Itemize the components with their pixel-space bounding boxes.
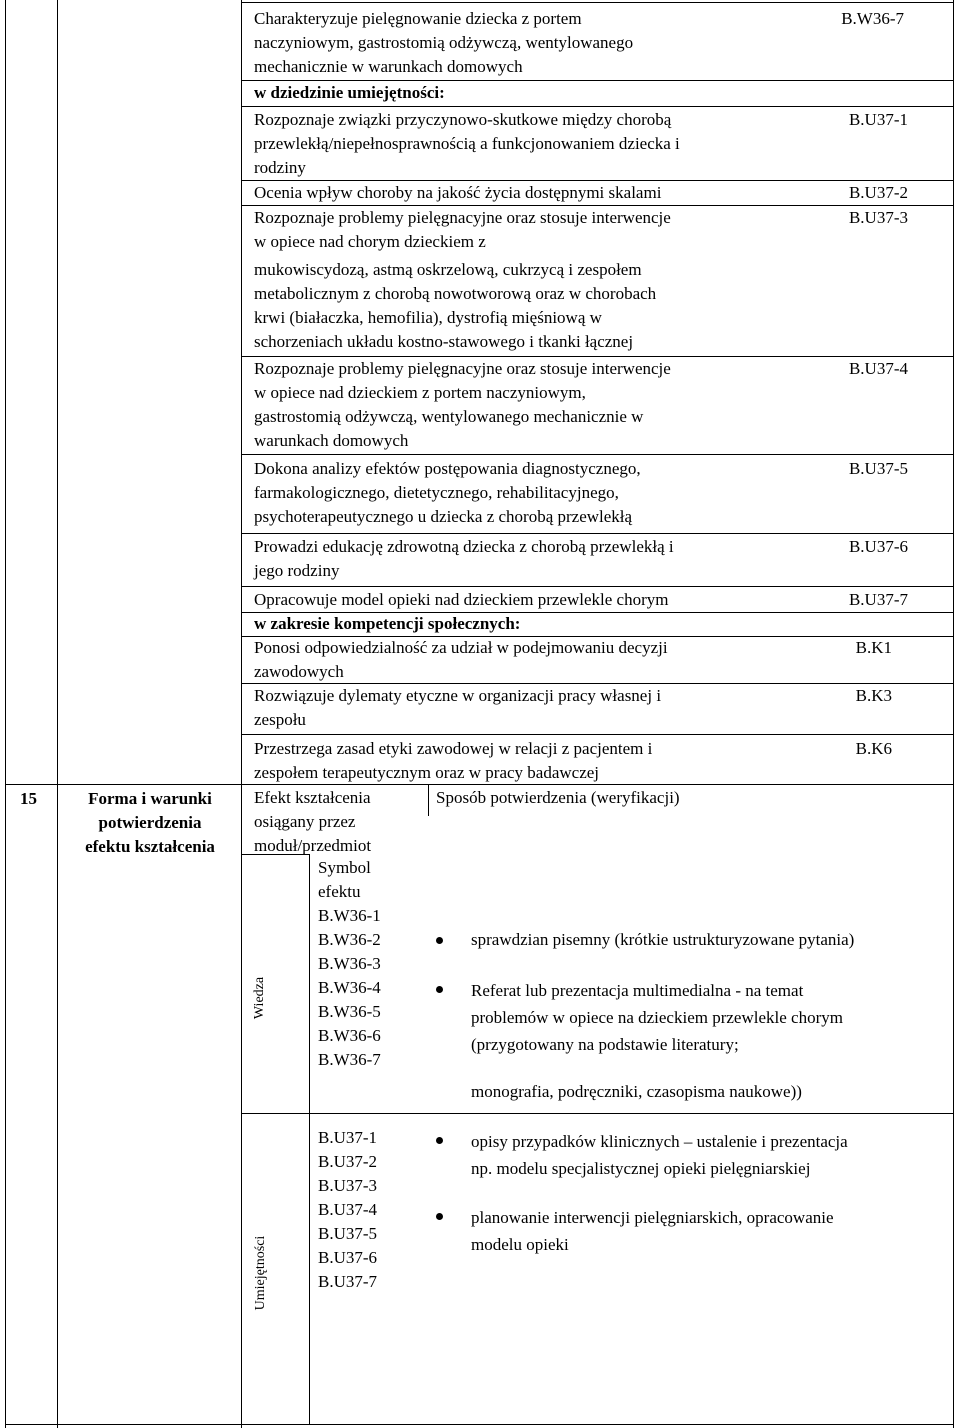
symbol-header: Symbol efektu <box>318 858 371 901</box>
row-text: Rozpoznaje związki przyczynowo-skutkowe między chorobą przewlekłą/niepełnosprawnością a funkcjonowaniem dziecka i rodziny <box>254 110 680 177</box>
effect-code: B.U37-1 <box>848 110 908 129</box>
effect-code: B.U37-5 <box>848 459 908 478</box>
effect-code: B.K6 <box>855 739 892 758</box>
row-line <box>241 533 954 534</box>
umiejetnosci-symbols: B.U37-1 B.U37-2 B.U37-3 B.U37-4 B.U37-5 B.U37-6 B.U37-7 <box>318 1128 378 1291</box>
table-border-left <box>5 0 6 1428</box>
row-text: mukowiscydozą, astmą oskrzelową, cukrzycą i zespołem metabolicznym z chorobą nowotworową oraz w chorobach krwi (białaczka, hemofilia), dystrofią mięśniową w schorzeniach układu kostno-stawowego i tkanki łącznej <box>254 260 657 351</box>
section-number: 15 <box>20 789 37 808</box>
row-text: Charakteryzuje pielęgnowanie dziecka z portem naczyniowym, gastrostomią odżywczą, wentylowanego mechanicznie w warunkach domowych <box>254 9 634 76</box>
section-heading: w dziedzinie umiejętności: <box>254 83 445 102</box>
umiejetnosci-label: Umiejętności <box>253 1235 268 1311</box>
wiedza-symbols: B.W36-1 B.W36-2 B.W36-3 B.W36-4 B.W36-5 B.W36-6 B.W36-7 <box>318 906 381 1069</box>
table-border-number-col <box>57 0 58 1428</box>
method-extra: monografia, podręczniki, czasopisma naukowe)) <box>471 1082 802 1101</box>
method-item: planowanie interwencji pielęgniarskich, opracowanie modelu opieki <box>471 1208 834 1254</box>
effect-code: B.U37-6 <box>848 537 908 556</box>
row-line <box>241 586 954 587</box>
row-text: Przestrzega zasad etyki zawodowej w relacji z pacjentem i zespołem terapeutycznym oraz w pracy badawczej <box>254 739 653 782</box>
row-line <box>241 2 954 3</box>
bullet-icon <box>436 1213 443 1220</box>
symbol-col-line <box>309 854 310 1424</box>
method-item: opisy przypadków klinicznych – ustalenie i prezentacja np. modelu specjalistycznej opieki pielęgniarskiej <box>471 1132 848 1178</box>
row-text: Dokona analizy efektów postępowania diagnostycznego, farmakologicznego, dietetycznego, rehabilitacyjnego, psychoterapeutycznego u dziecka z chorobą przewlekłą <box>254 459 641 526</box>
wiedza-bottom-line <box>241 1113 954 1114</box>
effect-code: B.U37-7 <box>848 590 908 609</box>
row-text: Prowadzi edukację zdrowotną dziecka z chorobą przewlekłą i jego rodziny <box>254 537 674 580</box>
effect-code: B.U37-3 <box>848 208 908 227</box>
table-border-right <box>953 0 954 1428</box>
bullet-icon <box>436 1137 443 1144</box>
row-text: Opracowuje model opieki nad dzieckiem przewlekle chorym <box>254 590 669 609</box>
col2-header: Sposób potwierdzenia (weryfikacji) <box>436 788 680 807</box>
row-text: Rozpoznaje problemy pielęgnacyjne oraz stosuje interwencje w opiece nad chorym dzieckiem z <box>254 208 671 251</box>
wiedza-label: Wiedza <box>252 976 267 1020</box>
section-title: Forma i warunki potwierdzenia efektu kształcenia <box>85 789 215 856</box>
table-border-content-col <box>241 0 242 1428</box>
method-item: sprawdzian pisemny (krótkie ustrukturyzowane pytania) <box>471 930 855 949</box>
bullet-icon <box>436 986 443 993</box>
method-item: Referat lub prezentacja multimedialna - na temat problemów w opiece na dzieckiem przewlekle chorym (przygotowany na podstawie literatury; <box>471 981 843 1054</box>
bullet-icon <box>436 937 443 944</box>
col1-header: Efekt kształcenia osiągany przez moduł/przedmiot <box>254 788 372 855</box>
row-text: Ponosi odpowiedzialność za udział w podejmowaniu decyzji zawodowych <box>254 638 668 681</box>
effect-code: B.K3 <box>855 686 892 705</box>
effect-code: B.W36-7 <box>841 9 904 28</box>
header-divider <box>428 784 429 816</box>
effect-code: B.K1 <box>855 638 892 657</box>
row-line <box>241 454 954 455</box>
section-heading: w zakresie kompetencji społecznych: <box>254 614 521 633</box>
row-line <box>241 734 954 735</box>
effect-code: B.U37-4 <box>848 359 908 378</box>
row-text: Rozpoznaje problemy pielęgnacyjne oraz stosuje interwencje w opiece nad dzieckiem z portem naczyniowym, gastrostomią odżywczą, wentylowanego mechanicznie w warunkach domowych <box>254 359 671 450</box>
row-text: Rozwiązuje dylematy etyczne w organizacji pracy własnej i zespołu <box>254 686 662 729</box>
row-text: Ocenia wpływ choroby na jakość życia dostępnymi skalami <box>254 183 662 202</box>
table-border-bottom <box>5 1424 954 1425</box>
effect-code: B.U37-2 <box>848 183 908 202</box>
row-line <box>241 106 954 107</box>
